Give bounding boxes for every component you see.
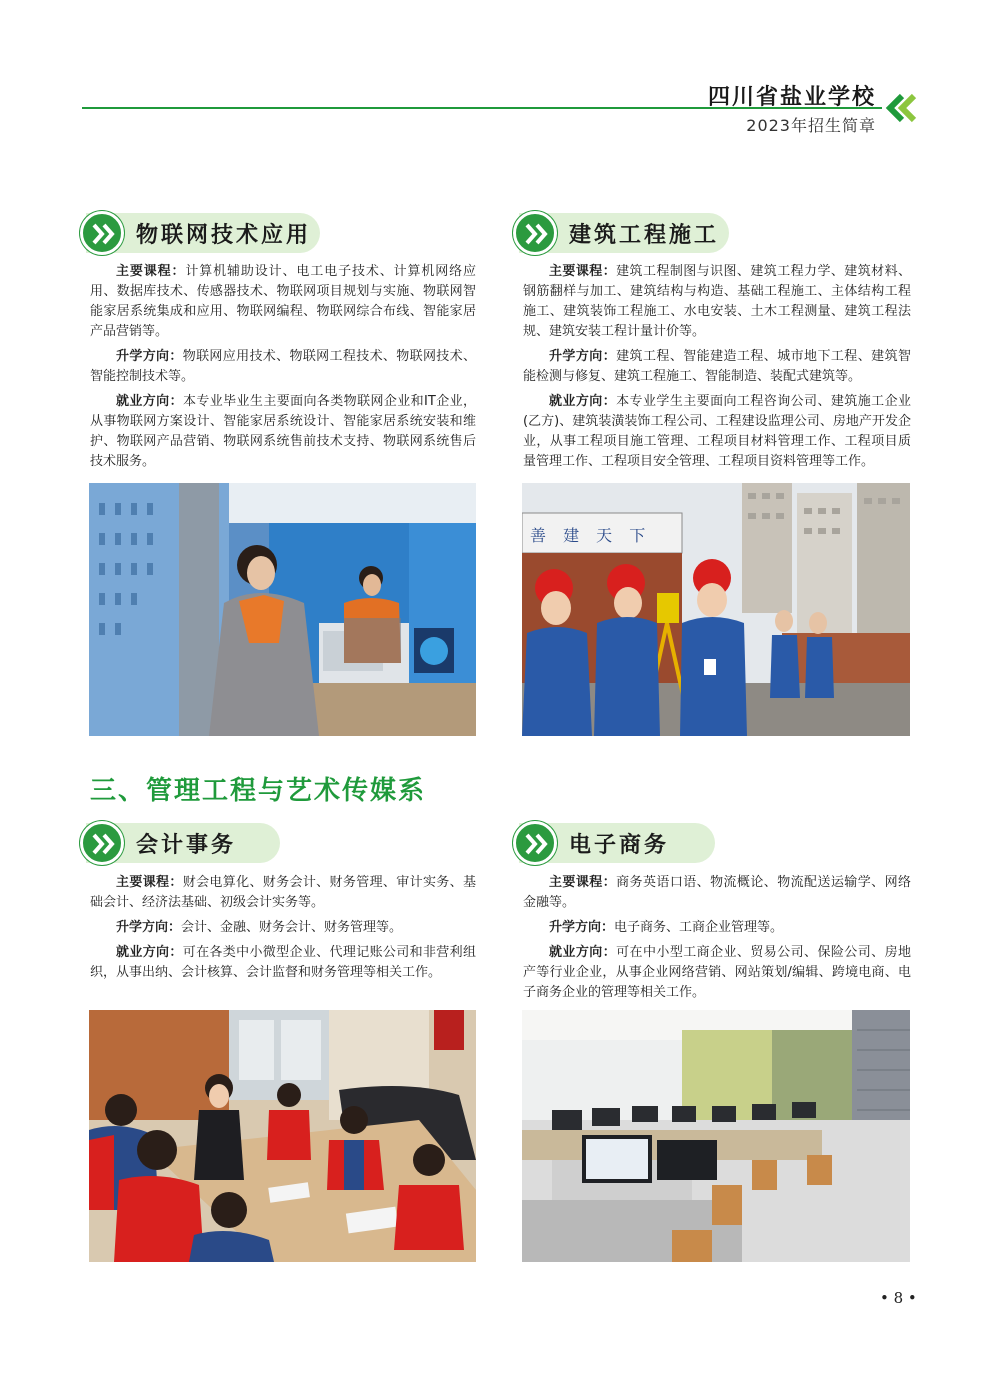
further-study-text: 电子商务、工商企业管理等。 [614,920,784,935]
major-description-construction [523,262,911,477]
photo-construction-site [522,483,910,736]
photo-iot-lab [89,483,476,736]
courses-text: 商务英语口语、物流概论、物流配送运输学、网络金融等。 [523,875,911,910]
employment-text: 本专业毕业生主要面向各类物联网企业和IT企业，从事物联网方案设计、智能家居系统设计、智能家居系统安装和维护、物联网产品营销、物联网系统售前技术支持、物联网系统售后技术服务。 [90,394,476,469]
page-number: • 8 • [880,1289,917,1307]
employment-text: 可在各类中小微型企业、代理记账公司和非营利组织，从事出纳、会计核算、会计监督和财务管理等相关工作。 [90,945,476,980]
further-study-text: 会计、金融、财务会计、财务管理等。 [181,920,403,935]
section-title: 建筑工程施工 [569,222,720,248]
section-pill-ecommerce [519,823,715,863]
employment-text: 本专业学生主要面向工程咨询公司、建筑施工企业(乙方)、建筑装潢装饰工程公司、工程建设监理公司、房地产开发企业，从事工程项目施工管理、工程项目材料管理工作、工程项目质量管理工作、工程项目安全管理、工程项目资料管理等工作。 [523,394,911,469]
courses-label: 主要课程： [116,875,183,890]
further-study-label: 升学方向： [116,349,183,364]
section-title: 物联网技术应用 [136,222,312,248]
courses-label: 主要课程： [116,264,186,279]
major-description-accounting [90,873,476,988]
employment-label: 就业方向： [116,394,183,409]
further-study-text: 物联网应用技术、物联网工程技术、物联网技术、智能控制技术等。 [90,349,476,384]
photo-accounting-class [89,1010,476,1262]
major-description-iot [90,262,476,477]
school-name: 四川省盐业学校 [707,84,876,110]
double-chevron-right-icon [513,211,557,255]
further-study-label: 升学方向： [549,920,615,935]
courses-label: 主要课程： [549,875,617,890]
double-chevron-right-icon [80,821,124,865]
courses-label: 主要课程： [549,264,617,279]
further-study-label: 升学方向： [116,920,182,935]
courses-text: 建筑工程制图与识图、建筑工程力学、建筑材料、钢筋翻样与加工、建筑结构与构造、基础工程施工、主体结构工程施工、建筑装饰工程施工、水电安装、土木工程测量、建筑工程法规、建筑安装工程计量计价等。 [523,264,911,339]
employment-label: 就业方向： [116,945,183,960]
employment-label: 就业方向： [549,394,617,409]
section-pill-construction [519,213,729,253]
employment-text: 可在中小型工商企业、贸易公司、保险公司、房地产等行业企业，从事企业网络营销、网站策划/编辑、跨境电商、电子商务企业的管理等相关工作。 [523,945,911,1000]
photo-computer-lab [522,1010,910,1262]
section-pill-accounting [86,823,280,863]
photo-sign-text: 善 建 天 下 [530,526,652,545]
section-title: 会计事务 [136,832,237,858]
section-title: 电子商务 [569,832,670,858]
major-description-ecommerce [523,873,911,1008]
further-study-label: 升学方向： [549,349,617,364]
section-pill-iot [86,213,320,253]
courses-text: 财会电算化、财务会计、财务管理、审计实务、基础会计、经济法基础、初级会计实务等。 [90,875,476,910]
double-chevron-right-icon [80,211,124,255]
brochure-subtitle: 2023年招生简章 [746,116,876,135]
double-chevron-left-icon [882,90,918,126]
department-heading: 三、管理工程与艺术传媒系 [90,776,427,806]
further-study-text: 建筑工程、智能建造工程、城市地下工程、建筑智能检测与修复、建筑工程施工、智能制造、装配式建筑等。 [523,349,911,384]
employment-label: 就业方向： [549,945,617,960]
double-chevron-right-icon [513,821,557,865]
courses-text: 计算机辅助设计、电工电子技术、计算机网络应用、数据库技术、传感器技术、物联网项目规划与实施、物联网智能家居系统集成和应用、物联网编程、物联网综合布线、智能家居产品营销等。 [90,264,476,339]
